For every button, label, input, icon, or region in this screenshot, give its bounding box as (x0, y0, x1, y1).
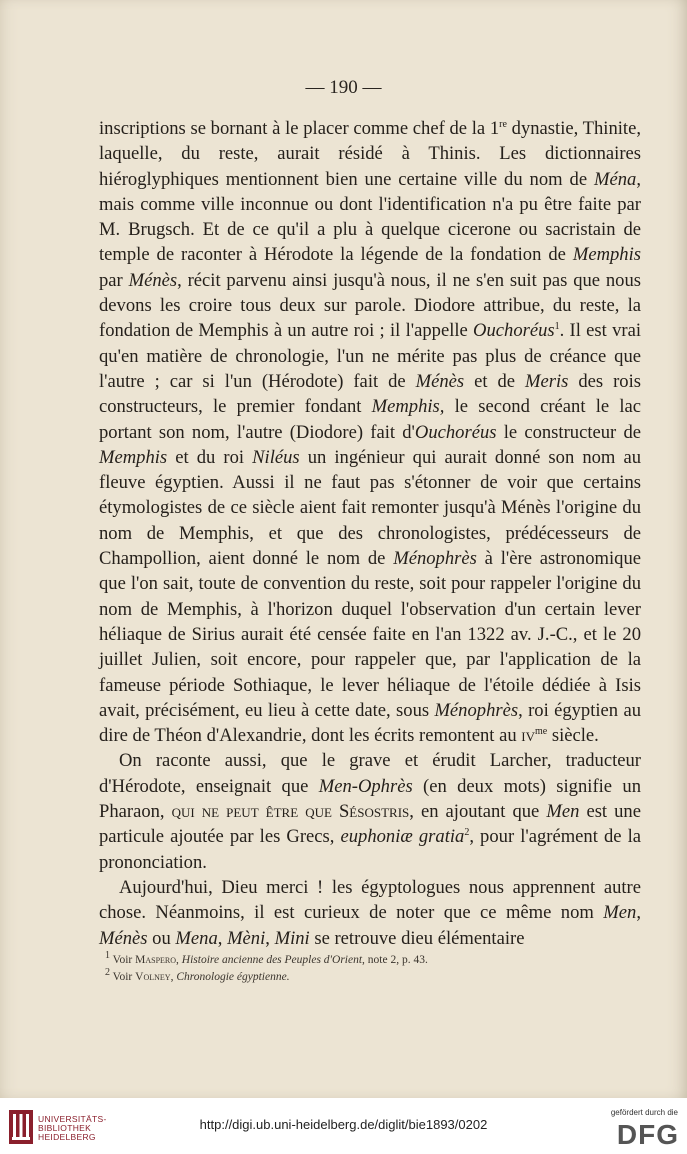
footnote-ref-1[interactable]: 1 (554, 321, 560, 333)
text-run: , note 2, p. 43. (362, 954, 428, 966)
footnote-author: Volney (135, 971, 171, 983)
footnote-mark: 1 (105, 950, 110, 962)
library-name-line: UNIVERSITÄTS- (38, 1114, 107, 1124)
footnote-author: Maspero (135, 954, 177, 966)
text-run: , (636, 902, 641, 924)
italic-name: Ménès (128, 269, 178, 291)
text-run: siècle. (547, 725, 599, 747)
italic-name: Men (546, 801, 580, 823)
page-number: — 190 — (305, 77, 382, 98)
italic-name: Mena (175, 927, 218, 949)
footnote-2 (99, 969, 641, 986)
text-run: se retrouve dieu élémentaire (309, 927, 525, 949)
italic-name: Memphis, (371, 396, 445, 418)
text-run: dynastie, Thinite, laquelle, du reste, aurait résidé à Thinis. Les dictionnaires hiéroglyphiques mentionnent bien une certaine ville du nom de (99, 118, 641, 190)
italic-name: Ména (594, 168, 637, 190)
text-run: (en deux mots) signifie un Pharaon, (99, 775, 641, 823)
text-run: , (265, 927, 275, 949)
footnote-title: Histoire ancienne des Peuples d'Orient (181, 954, 363, 966)
text-run: , pour l'agrément de la prononciation. (99, 826, 641, 873)
italic-name: Ménès (415, 370, 465, 392)
italic-name: Niléus (252, 446, 300, 468)
italic-name: Ménophrès (393, 548, 477, 570)
body-text (99, 116, 641, 951)
text-run: Aujourd'hui, Dieu merci ! les égyptologues nous apprennent autre chose. Néanmoins, il est curieux de noter que ce même nom (99, 876, 641, 924)
text-run: ou (147, 927, 176, 949)
text-run: des rois constructeurs, le premier fondant (99, 370, 641, 418)
text-run: , mais comme ville inconnue ou dont l'identification n'a pu être faite par M. Brugsch. Et de ce qu'il a plu à quelque cicerone ou sacristain de temple de raconter à Hérodote la légende de la fondation de (99, 168, 641, 266)
text-run: , (217, 927, 228, 949)
text-run: le second créant le lac portant son nom, l'autre (Diodore) fait d' (99, 396, 641, 443)
library-name-line: HEIDELBERG (38, 1132, 96, 1142)
italic-name: Memphis (572, 244, 641, 266)
text-run: et du roi (167, 446, 253, 468)
text-run: , (176, 954, 182, 966)
footnote-title: Chronologie égyptienne. (176, 971, 290, 983)
italic-name: Memphis (99, 446, 168, 468)
permalink-url[interactable]: http://digi.ub.uni-heidelberg.de/diglit/bie1893/0202 (199, 1117, 488, 1132)
text-run: un ingénieur qui aurait donné son nom au fleuve égyptien. Aussi il ne faut pas s'étonner de voir que certains étymologistes de ce siècle aient fait remonter jusqu'à Ménès l'origine du nom de Memphis, et que des chronologistes, prédécesseurs de Champollion, aient donné le nom de (99, 446, 641, 570)
text-run: , roi égyptien au dire de Théon d'Alexandrie, dont les écrits remontent au (99, 699, 641, 747)
italic-name: Mèni (227, 927, 266, 949)
italic-phrase: euphoniæ gratia (340, 826, 465, 848)
funding-caption: gefördert durch die (610, 1108, 678, 1117)
text-run: On raconte aussi, que le grave et érudit Larcher, traducteur d'Hérodote, enseignait que (99, 750, 641, 797)
superscript: me (534, 725, 548, 737)
italic-name: Meris (525, 370, 569, 392)
dfg-logo: DFG (616, 1119, 679, 1150)
text-run: , (170, 971, 177, 983)
text-run: est une particule ajoutée par les Grecs, (99, 801, 641, 848)
italic-name: Ménophrès (434, 699, 519, 721)
text-run: inscriptions se bornant à le placer comme chef de la 1 (99, 118, 500, 139)
text-run: par (99, 269, 129, 291)
text-run: le constructeur de (496, 421, 641, 443)
library-name-line: BIBLIOTHEK (38, 1123, 92, 1133)
footnote-ref-2[interactable]: 2 (464, 827, 470, 839)
text-run: à l'ère astronomique que l'on sait, toute de convention du reste, soit pour rappeler l'origine du nom de Memphis, à l'horizon duquel l'observation d'un certain lever héliaque de Sirius aurait été censée faite en l'an 1322 av. J.-C., et le 20 juillet Julien, soit encore, pour rappeler que, par l'application de la fameuse période Sothiaque, le lever héliaque de l'étoile dédiée à Isis avait, précisément, eu lieu à cette date, sous (99, 548, 641, 721)
text-run: et de (464, 370, 526, 392)
text-run: Voir (110, 954, 136, 966)
italic-name: Ouchoréus (414, 421, 497, 443)
roman-numeral: iv (521, 725, 535, 747)
paragraph-1 (99, 116, 641, 748)
footnotes (99, 952, 641, 986)
superscript: re (499, 118, 507, 130)
italic-name: Men (603, 902, 637, 924)
small-caps-phrase: qui ne peut être que Sésostris (171, 801, 410, 823)
paragraph-3 (99, 875, 641, 951)
italic-name: Ménès (99, 927, 148, 949)
italic-name: Ouchoréus (473, 320, 555, 342)
italic-name: Men-Ophrès (318, 775, 413, 797)
italic-name: Mini (274, 927, 310, 949)
paragraph-2 (99, 748, 641, 874)
text-run: Voir (110, 971, 136, 983)
footnote-mark: 2 (105, 967, 110, 979)
text-run: , en ajoutant que (409, 801, 547, 823)
text-run: , récit parvenu ainsi jusqu'à nous, il ne s'en suit pas que nous devons les croire tous deux sur parole. Diodore attribue, du reste, la fondation de Memphis à un autre roi ; il l'appelle (99, 269, 642, 342)
footnote-1 (99, 952, 641, 969)
text-run: . Il est vrai qu'en matière de chronologie, l'un ne mérite pas plus de créance que l'autre ; car si l'un (Hérodote) fait de (99, 320, 641, 392)
